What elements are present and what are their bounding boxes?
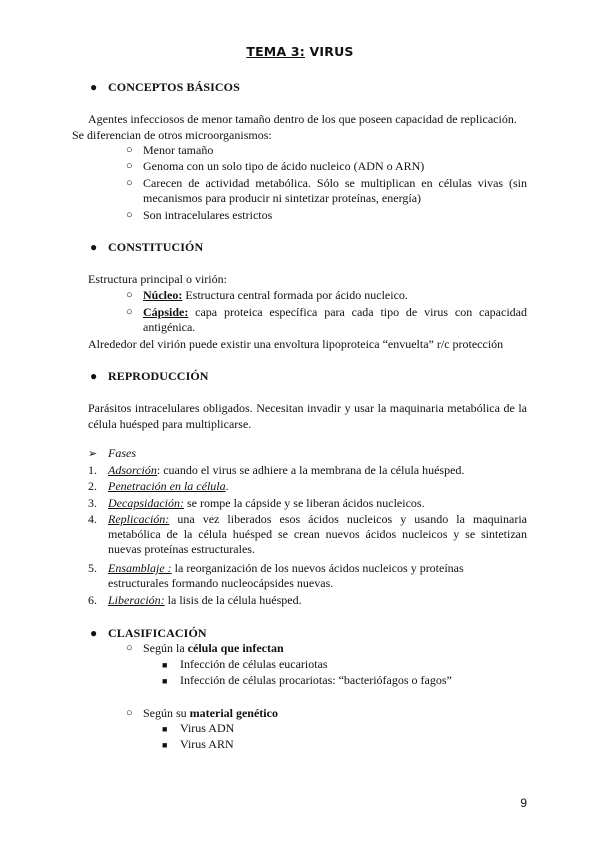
- list-item: Infección de células eucariotas: [180, 657, 328, 671]
- circle-bullet-icon: ○: [126, 144, 133, 156]
- fase-item: Penetración en la célula.: [108, 479, 229, 493]
- fase-number: 6.: [88, 593, 97, 607]
- circle-bullet-icon: ○: [126, 209, 133, 221]
- fase-number: 2.: [88, 479, 97, 493]
- circle-bullet-icon: ○: [126, 642, 133, 654]
- list-item-nucleo: Núcleo: Estructura central formada por ácido nucleico.: [143, 288, 408, 302]
- square-bullet-icon: ■: [162, 724, 168, 734]
- fase-number: 4.: [88, 512, 97, 526]
- list-item-capside: Cápside: capa proteica específica para cada tipo de virus con capacidad antigénica.: [143, 305, 527, 334]
- fase-item: Decapsidación: se rompe la cápside y se liberan ácidos nucleicos.: [108, 496, 425, 510]
- fase-number: 5.: [88, 561, 97, 575]
- page-title: [0, 44, 600, 59]
- list-item: Carecen de actividad metabólica. Sólo se multiplican en células vivas (sin mecanismos para producir ni sintetizar proteínas, energía): [143, 176, 527, 205]
- fase-item: Liberación: la lisis de la célula huésped.: [108, 593, 302, 607]
- conceptos-intro-1: Agentes infecciosos de menor tamaño dentro de los que poseen capacidad de replicación.: [88, 112, 517, 126]
- list-item: Son intracelulares estrictos: [143, 208, 273, 222]
- bullet-icon: ●: [90, 240, 98, 254]
- circle-bullet-icon: ○: [126, 177, 133, 189]
- bullet-icon: ●: [90, 369, 98, 383]
- fase-number: 3.: [88, 496, 97, 510]
- fases-label: Fases: [108, 446, 136, 460]
- conceptos-intro-2: Se diferencian de otros microorganismos:: [72, 128, 272, 142]
- constitucion-intro: Estructura principal o virión:: [88, 272, 227, 286]
- fase-item: Ensamblaje : la reorganización de los nuevos ácidos nucleicos y proteínas estructurales formando nucleocápsides nuevas.: [108, 561, 464, 590]
- fase-item: Replicación: una vez liberados esos ácidos nucleicos y usando la maquinaria metabólica de la célula huésped se crean nuevos ácidos nucleicos y se sintetizan nuevas proteínas estructurales.: [108, 512, 527, 556]
- fase-item: Adsorción: cuando el virus se adhiere a la membrana de la célula huésped.: [108, 463, 465, 477]
- page-number: 9: [520, 796, 527, 810]
- list-item: Infección de células procariotas: “bacteriófagos o fagos”: [180, 673, 452, 687]
- document-page: TEMA 3: VIRUS ● CONCEPTOS BÁSICOS Agentes infecciosos de menor tamaño dentro de los que poseen capacidad de replicación. Se diferencian de otros microorganismos: ○ Menor tamaño ○ Genoma con un solo tipo de ácido nucleico (ADN o ARN) ○ Carecen de actividad metabólica. Sólo se multiplican en células vivas (sin mecanismos para producir ni sintetizar proteínas, energía) ○ Son intracelulares estrictos ● CONSTITUCIÓN Estructura principal o virión: ○ Núcleo: Estructura central formada por ácido nucleico. ○ Cápside: capa proteica específica para cada tipo de virus con capacidad antigénica. Alrededor del virión puede existir una envoltura lipoproteica “envuelta” r/c protección ● REPRODUCCIÓN Parásitos intracelulares obligados. Necesitan invadir y usar la maquinaria metabólica de la célula huésped para multiplicarse. ➢ Fases 1. Adsorción: cuando el virus se adhiere a la membrana de la célula huésped. 2. Penetración en la célula. 3. Decapsidación: se rompe la cápside y se liberan ácidos nucleicos. 4. Replicación: una vez liberados esos ácidos nucleicos y usando la maquinaria metabólica de la célula huésped se crean nuevos ácidos nucleicos y se sintetizan nuevas proteínas estructurales. 5. Ensamblaje : la reorganización de los nuevos ácidos nucleicos y proteínas estructurales formando nucleocápsides nuevas. 6. Liberación: la lisis de la célula huésped. ● CLASIFICACIÓN ○ Según la célula que infectan ■ Infección de células eucariotas ■ Infección de células procariotas: “bacteriófagos o fagos” ○ Según su material genético ■ Virus ADN ■ Virus ARN 9: [0, 0, 600, 848]
- constitucion-outro: Alrededor del virión puede existir una envoltura lipoproteica “envuelta” r/c protección: [88, 337, 504, 351]
- circle-bullet-icon: ○: [126, 160, 133, 172]
- title-rest: VIRUS: [304, 44, 354, 59]
- reproduccion-intro: Parásitos intracelulares obligados. Necesitan invadir y usar la maquinaria metabólica de la célula huésped para multiplicarse.: [88, 401, 527, 431]
- list-item: Virus ADN: [180, 721, 235, 735]
- circle-bullet-icon: ○: [126, 289, 133, 301]
- circle-bullet-icon: ○: [126, 306, 133, 318]
- square-bullet-icon: ■: [162, 740, 168, 750]
- list-item: Genoma con un solo tipo de ácido nucleico (ADN o ARN): [143, 159, 425, 173]
- list-item: Virus ARN: [180, 737, 234, 751]
- square-bullet-icon: ■: [162, 660, 168, 670]
- title-prefix: TEMA 3:: [246, 44, 305, 59]
- circle-bullet-icon: ○: [126, 707, 133, 719]
- clasificacion-group-1: Según la célula que infectan: [143, 641, 284, 655]
- clasificacion-group-2: Según su material genético: [143, 706, 278, 720]
- bullet-icon: ●: [90, 80, 98, 94]
- list-item: Menor tamaño: [143, 143, 214, 157]
- bullet-icon: ●: [90, 626, 98, 640]
- square-bullet-icon: ■: [162, 676, 168, 686]
- fase-number: 1.: [88, 463, 97, 477]
- arrow-bullet-icon: ➢: [88, 448, 98, 460]
